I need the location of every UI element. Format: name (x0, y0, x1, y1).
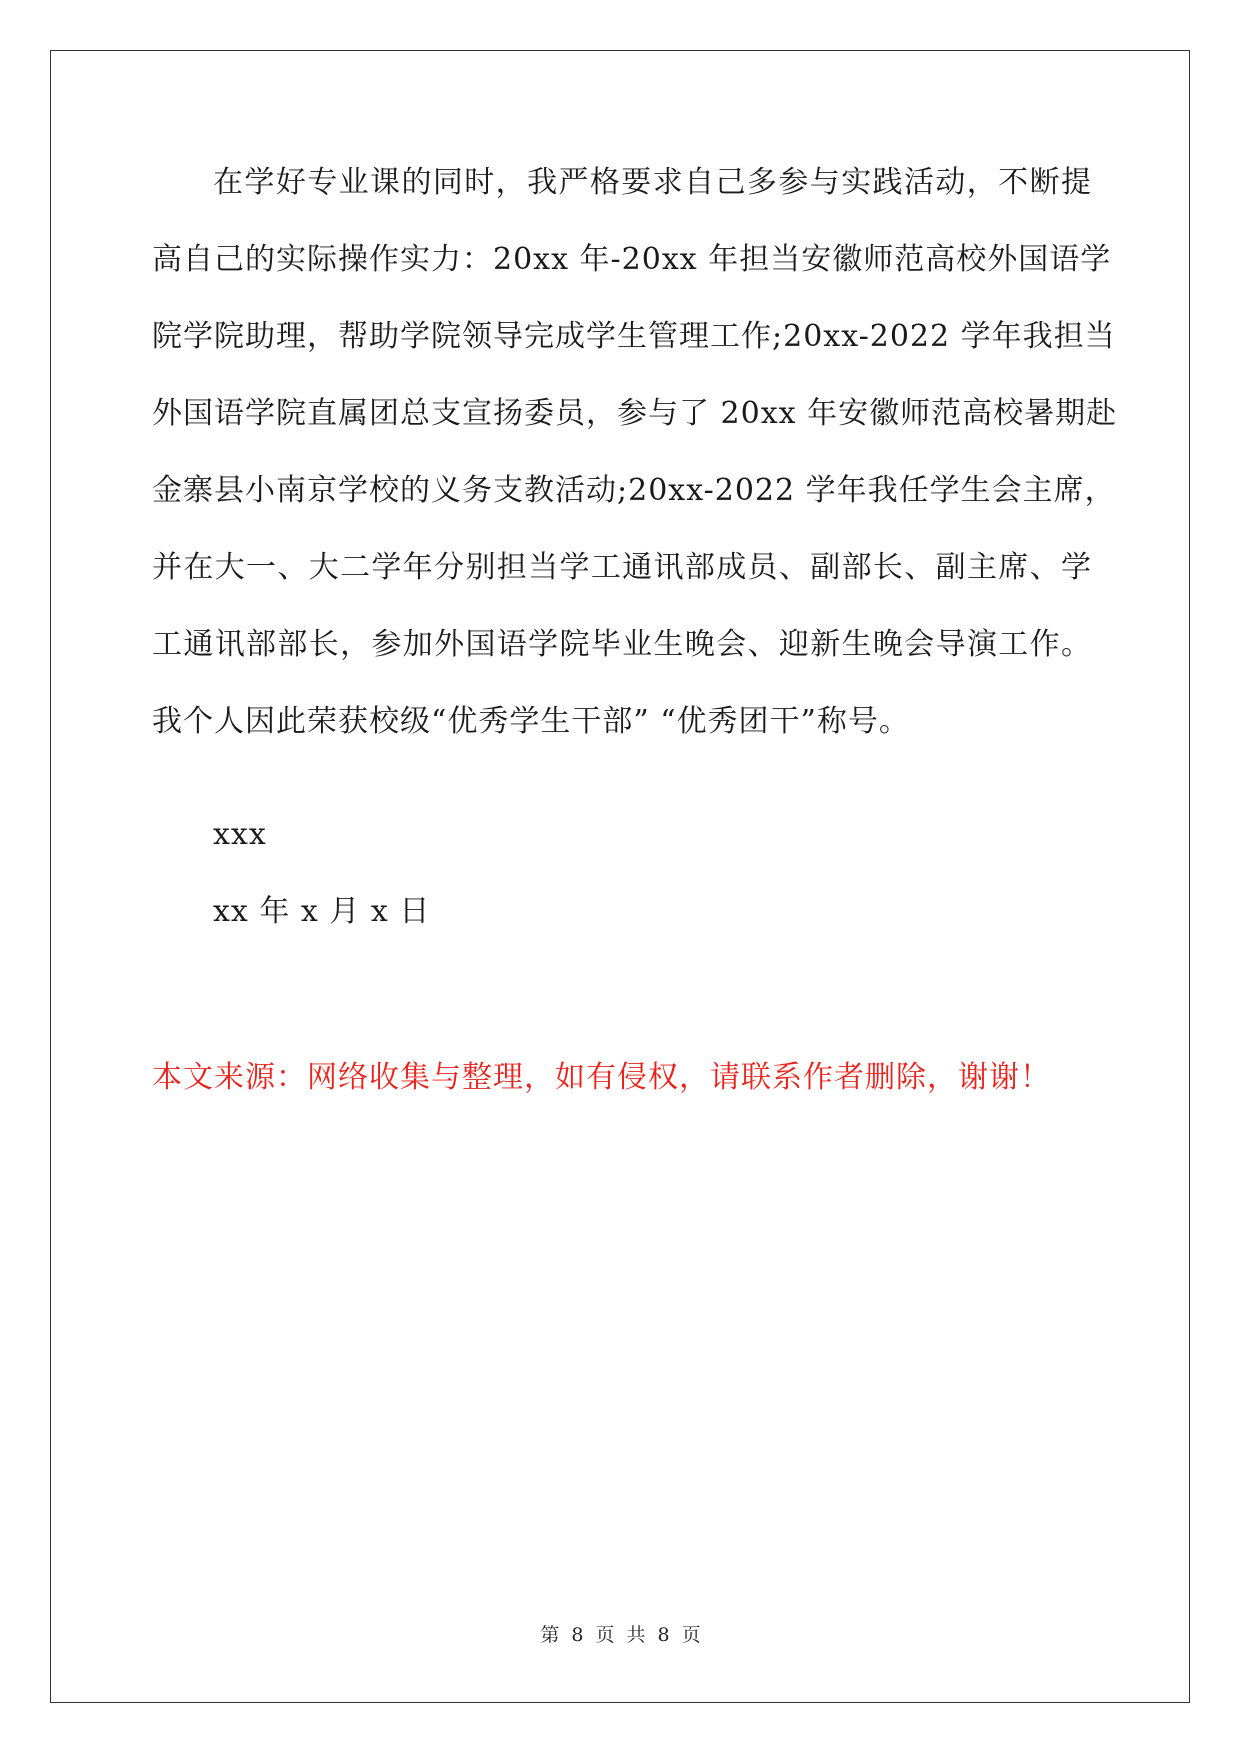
signature-name: xxx (213, 817, 267, 852)
signature-date: xx 年 x 月 x 日 (213, 894, 431, 929)
paragraph-line: 高自己的实际操作实力：20xx 年-20xx 年担当安徽师范高校外国语学 (152, 242, 1112, 277)
page-number-footer: 第 8 页 共 8 页 (540, 1624, 701, 1646)
paragraph-line: 外国语学院直属团总支宣扬委员，参与了 20xx 年安徽师范高校暑期赴 (152, 396, 1118, 431)
paragraph-line: 金寨县小南京学校的义务支教活动;20xx-2022 学年我任学生会主席， (152, 473, 1116, 508)
paragraph-line: 工通讯部部长，参加外国语学院毕业生晚会、迎新生晚会导演工作。 (152, 627, 1092, 662)
paragraph-line: 在学好专业课的同时，我严格要求自己多参与实践活动，不断提 (213, 165, 1092, 200)
paragraph-line: 我个人因此荣获校级“优秀学生干部” “优秀团干”称号。 (152, 704, 910, 739)
document-body (152, 165, 1118, 781)
paragraph-line: 并在大一、大二学年分别担当学工通讯部成员、副部长、副主席、学 (152, 550, 1092, 585)
source-note: 本文来源：网络收集与整理，如有侵权，请联系作者删除，谢谢！ (152, 1060, 1051, 1095)
paragraph-line: 院学院助理，帮助学院领导完成学生管理工作;20xx-2022 学年我担当 (152, 319, 1116, 354)
